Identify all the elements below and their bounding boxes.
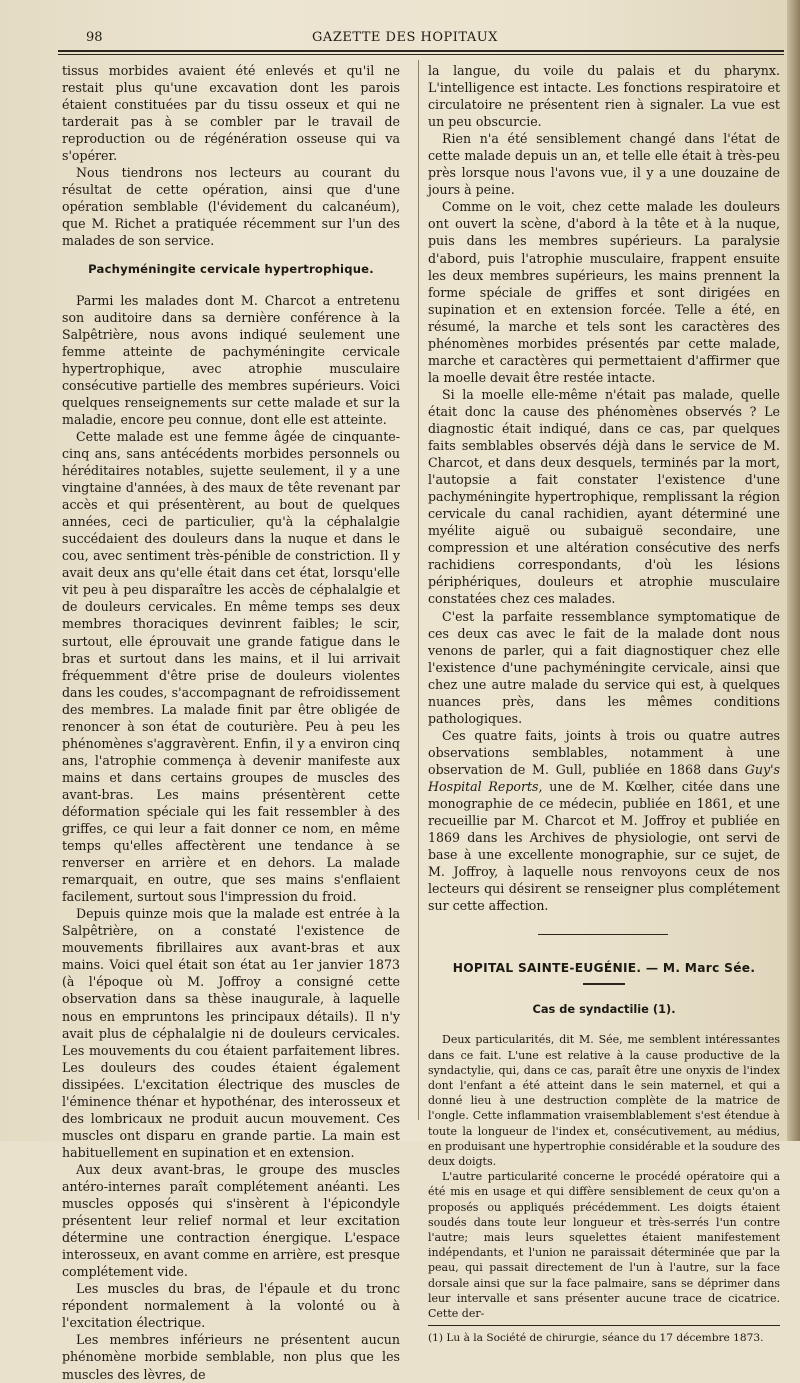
paragraph: Les membres inférieurs ne présentent aucun phénomène morbide semblable, non plus que les muscles des lèvres, de xyxy=(62,1332,400,1382)
paragraph: Nous tiendrons nos lecteurs au courant du résultat de cette opération, ainsi que d'une opération semblable (l'évidement du calcanéum), que M. Richet a pratiquée récemment sur l'un des malades de son service. xyxy=(62,165,400,249)
paragraph-text: Ces quatre faits, joints à trois ou quatre autres observations semblables, notamment à une observation de M. Gull, publiée en 1868 dans xyxy=(428,727,780,777)
paragraph: Rien n'a été sensiblement changé dans l'état de cette malade depuis un an, et telle elle était à très-peu près lorsque nous l'avons vue, il y a une douzaine de jours à peine. xyxy=(428,131,780,198)
paragraph: L'autre particularité concerne le procédé opératoire qui a été mis en usage et qui diffère sensiblement de ceux qu'on a proposés ou appliqués précédemment. Les doigts étaient soudés dans toute leur longueur et très-serrés l'un contre l'autre; mais leurs squelettes étaient manifestement indépendants, et l'union ne paraissait déterminée que par la peau, qui passait directement de l'un à l'autre, sur la face dorsale ainsi que sur la face palmaire, sans se déprimer dans leur intervalle et sans présenter aucune trace de cicatrice. Cette der- xyxy=(428,1170,780,1321)
short-rule xyxy=(583,983,625,985)
right-column xyxy=(428,62,780,1345)
section-title: Pachyméningite cervicale hypertrophique. xyxy=(88,261,374,276)
footnote-rule xyxy=(428,1325,780,1326)
column-divider xyxy=(418,60,419,1120)
paragraph: Deux particularités, dit M. Sée, me semblent intéressantes dans ce fait. L'une est relative à la cause productive de la syndactylie, qui, dans ce cas, paraît être une onyxis de l'index dont l'enfant a été atteint dans le sein maternel, et qui a donné lieu à une destruction complète de la matrice de l'ongle. Cette inflammation vraisemblablement s'est étendue à toute la longueur de l'index et, consécutivement, au médius, en produisant une hypertrophie considérable et la soudure des deux doigts. xyxy=(428,1033,780,1169)
case-subheading: Cas de syndactilie (1). xyxy=(532,1002,676,1017)
paragraph: la langue, du voile du palais et du pharynx. L'intelligence est intacte. Les fonctions respiratoire et circulatoire ne présentent rien à signaler. La vue est un peu obscurcie. xyxy=(428,63,780,130)
paragraph: Parmi les malades dont M. Charcot a entretenu son auditoire dans sa dernière conférence à la Salpêtrière, nous avons indiqué seulement une femme atteinte de pachyméningite cervicale hypertrophique, avec atrophie musculaire consécutive partielle des membres supérieurs. Voici quelques renseignements sur cette malade et sur la maladie, encore peu connue, dont elle est atteinte. xyxy=(62,292,400,427)
left-column xyxy=(62,62,400,1383)
book-spine-edge xyxy=(787,0,800,1141)
section-separator xyxy=(428,928,780,940)
paragraph: C'est la parfaite ressemblance symptomatique de ces deux cas avec le fait de la malade dont nous venons de parler, qui a fait diagnostiquer chez elle l'existence d'une pachyméningite cervicale, ainsi que chez une autre malade du service qui est, à quelques nuances près, dans les mêmes conditions pathologiques. xyxy=(428,608,780,726)
header-rule xyxy=(58,50,784,52)
footnote: (1) Lu à la Société de chirurgie, séance du 17 décembre 1873. xyxy=(428,1332,764,1345)
page-header xyxy=(28,30,782,48)
journal-title: GAZETTE DES HOPITAUX xyxy=(312,30,498,45)
case-report xyxy=(428,1032,780,1321)
hospital-heading: HOPITAL SAINTE-EUGÉNIE. — M. Marc Sée. xyxy=(452,961,756,976)
journal-citation: Guy's Hospital Reports xyxy=(428,761,780,794)
paragraph: Comme on le voit, chez cette malade les douleurs ont ouvert la scène, d'abord à la tête et à la nuque, puis dans les membres supérieurs. La paralysie d'abord, puis l'atrophie musculaire, frappent ensuite les deux membres supérieurs, les mains prennent la forme spéciale de griffes et sont dirigées en supination et en extension forcée. Telle a été, en résumé, la marche et tels sont les caractères des phénomènes morbides présentés par cette malade, marche et caractères qui permettaient d'affirmer que la moelle devait être restée intacte. xyxy=(428,199,780,385)
paragraph: tissus morbides avaient été enlevés et qu'il ne restait plus qu'une excavation dont les parois étaient constituées par du tissu osseux et qui ne tarderait pas à se combler par le travail de reproduction ou de régénération osseuse qui va s'opérer. xyxy=(62,63,400,164)
paragraph xyxy=(428,727,780,915)
paragraph: Si la moelle elle-même n'était pas malade, quelle était donc la cause des phénomènes observés ? Le diagnostic était indiqué, dans ce cas, par quelques faits semblables observés déjà dans le service de M. Charcot, et dans deux desquels, terminés par la mort, l'autopsie a fait constater l'existence d'une pachyméningite hypertrophique, remplissant la région cervicale du canal rachidien, ayant déterminé une myélite aiguë ou subaiguë secondaire, une compression et une altération consécutive des nerfs rachidiens correspondants, d'où les lésions périphériques, douleurs et atrophie musculaire constatées chez ces malades. xyxy=(428,386,780,607)
header-rule-thin xyxy=(58,54,784,55)
paragraph: Les muscles du bras, de l'épaule et du tronc répondent normalement à la volonté ou à l'excitation électrique. xyxy=(62,1281,400,1331)
paragraph: Cette malade est une femme âgée de cinquante-cinq ans, sans antécédents morbides personnels ou héréditaires notables, sujette seulement, il y a une vingtaine d'années, à des maux de tête revenant par accès et qui présentèrent, au bout de quelques années, ceci de particulier, qu'à la céphalalgie succédaient des douleurs dans la nuque et dans le cou, avec sentiment très-pénible de constriction. Il y avait deux ans qu'elle était dans cet état, lorsqu'elle vit peu à peu disparaître les accès de céphalalgie et de douleurs cervicales. En même temps ses deux membres thoraciques devinrent faibles; le scir, surtout, elle éprouvait une grande fatigue dans le bras et surtout dans les mains, et il lui arrivait fréquemment d'être prise de douleurs violentes dans les coudes, s'accompagnant de refroidissement des membres. La malade finit par être obligée de renoncer à son état de couturière. Peu à peu les phénomènes s'aggravèrent. Enfin, il y a environ cinq ans, l'atrophie commença à devenir manifeste aux mains et dans certains groupes de muscles des avant-bras. Les mains présentèrent cette déformation spéciale qui les fait ressembler à des griffes, ce qui leur a fait donner ce nom, en même temps qu'elles affectèrent une tendance à se renverser en arrière et en dehors. La malade remarquait, en outre, que ses mains s'enflaient facilement, surtout sous l'impression du froid. xyxy=(62,428,400,905)
paragraph: Aux deux avant-bras, le groupe des muscles antéro-internes paraît complétement anéanti. Les muscles opposés qui s'insèrent à l'épicondyle présentent leur relief normal et leur excitation détermine une contraction énergique. L'espace interosseux, en avant comme en arrière, est presque complétement vide. xyxy=(62,1161,400,1280)
page-number: 98 xyxy=(86,30,103,45)
paragraph-text: , une de M. Kœlher, citée dans une monographie de ce médecin, publiée en 1861, et une recueillie par M. Charcot et M. Joffroy et publiée en 1869 dans les Archives de physiologie, ont servi de base à une excellente monographie, sur ce sujet, de M. Joffroy, à laquelle nous renvoyons ceux de nos lecteurs qui désirent se renseigner plus complétement sur cette affection. xyxy=(428,778,781,914)
paragraph: Depuis quinze mois que la malade est entrée à la Salpêtrière, on a constaté l'existence de mouvements fibrillaires aux avant-bras et aux mains. Voici quel était son état au 1er janvier 1873 (à l'époque où M. Joffroy a consigné cette observation dans sa thèse inaugurale, à laquelle nous en empruntons les principaux détails). Il n'y avait plus de céphalalgie ni de douleurs cervicales. Les mouvements du cou étaient parfaitement libres. Les douleurs des coudes étaient également dissipées. L'excitation électrique des muscles de l'éminence thénar et hypothénar, des interosseux et des lombricaux ne produit aucun mouvement. Ces muscles ont disparu en grande partie. La main est habituellement en supination et en extension. xyxy=(62,906,400,1160)
